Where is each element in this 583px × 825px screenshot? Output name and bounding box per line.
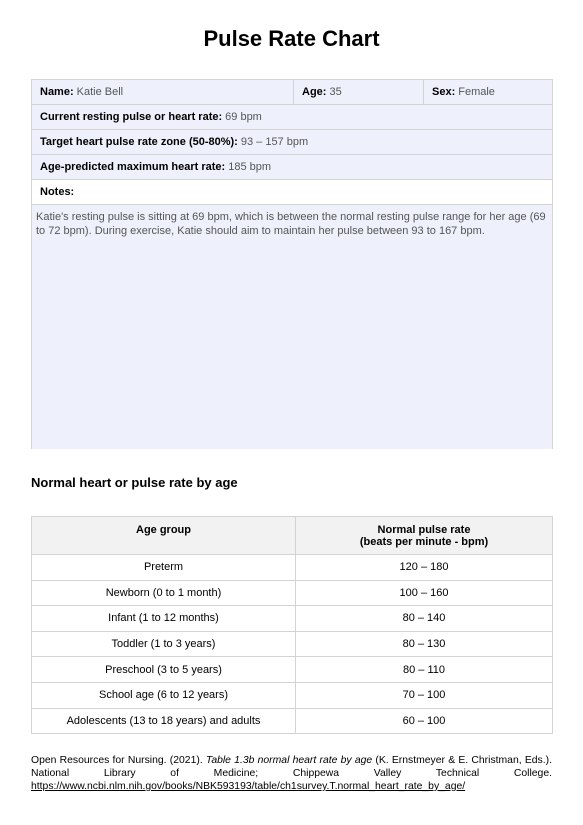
citation	[31, 754, 552, 793]
age-value: 35	[329, 86, 342, 98]
citation-title: Table 1.3b normal heart rate by age	[205, 755, 373, 766]
name-label: Name:	[40, 86, 74, 98]
max-rate-label: Age-predicted maximum heart rate:	[40, 161, 226, 173]
pulse-rate-cell: 80 – 130	[296, 631, 553, 657]
target-zone-value: 93 – 157 bpm	[240, 136, 309, 148]
pulse-rate-header-line1: Normal pulse rate	[377, 524, 471, 536]
age-group-cell: School age (6 to 12 years)	[32, 682, 296, 708]
notes-header	[32, 180, 552, 204]
citation-text-1: Open Resources for Nursing. (2021).	[31, 755, 206, 766]
table-row	[32, 657, 553, 683]
resting-rate-label: Current resting pulse or heart rate:	[40, 111, 223, 123]
sex-field[interactable]	[424, 80, 552, 104]
target-zone-row	[32, 130, 552, 155]
pulse-rate-cell: 120 – 180	[296, 555, 553, 581]
pulse-rate-table	[31, 516, 553, 734]
notes-label-row	[32, 180, 552, 205]
pulse-rate-cell: 100 – 160	[296, 580, 553, 606]
citation-text-2: (K. Ernstmeyer & E. Christman, Eds.). National Library of Medicine; Chippewa Valley Technical College.	[31, 755, 552, 779]
table-row	[32, 631, 553, 657]
table-row	[32, 682, 553, 708]
age-group-header: Age group	[32, 517, 296, 555]
notes-label: Notes:	[40, 186, 75, 198]
target-zone-field[interactable]	[32, 130, 552, 154]
pulse-rate-cell: 80 – 110	[296, 657, 553, 683]
table-row	[32, 555, 553, 581]
pulse-rate-header-line2: (beats per minute - bpm)	[359, 536, 489, 548]
age-label: Age:	[302, 86, 327, 98]
citation-link[interactable]: https://www.ncbi.nlm.nih.gov/books/NBK593193/table/ch1survey.T.normal_heart_rate_by_age/	[31, 781, 466, 792]
sex-label: Sex:	[432, 86, 456, 98]
pulse-rate-cell: 80 – 140	[296, 606, 553, 632]
patient-info-form	[31, 79, 553, 449]
patient-demographics-row	[32, 80, 552, 105]
table-row	[32, 708, 553, 734]
target-zone-label: Target heart pulse rate zone (50-80%):	[40, 136, 238, 148]
table-row	[32, 606, 553, 632]
pulse-rate-cell: 60 – 100	[296, 708, 553, 734]
table-header-row	[32, 517, 553, 555]
notes-text-area[interactable]: Katie's resting pulse is sitting at 69 bpm, which is between the normal resting pulse range for her age (69 to 72 bpm). During exercise, Katie should aim to maintain her pulse between 93 to 167 bpm.	[32, 205, 552, 449]
age-group-cell: Adolescents (13 to 18 years) and adults	[32, 708, 296, 734]
section-title: Normal heart or pulse rate by age	[31, 475, 238, 490]
max-rate-value: 185 bpm	[228, 161, 272, 173]
max-rate-row	[32, 155, 552, 180]
age-field[interactable]	[294, 80, 424, 104]
resting-rate-field[interactable]	[32, 105, 552, 129]
max-rate-field[interactable]	[32, 155, 552, 179]
age-group-cell: Infant (1 to 12 months)	[32, 606, 296, 632]
pulse-rate-cell: 70 – 100	[296, 682, 553, 708]
resting-rate-value: 69 bpm	[225, 111, 262, 123]
age-group-cell: Newborn (0 to 1 month)	[32, 580, 296, 606]
age-group-cell: Preterm	[32, 555, 296, 581]
name-value: Katie Bell	[76, 86, 124, 98]
resting-rate-row	[32, 105, 552, 130]
page-title: Pulse Rate Chart	[203, 26, 380, 51]
pulse-rate-header	[296, 517, 553, 555]
age-group-cell: Toddler (1 to 3 years)	[32, 631, 296, 657]
age-group-cell: Preschool (3 to 5 years)	[32, 657, 296, 683]
table-row	[32, 580, 553, 606]
sex-value: Female	[458, 86, 495, 98]
name-field[interactable]	[32, 80, 294, 104]
